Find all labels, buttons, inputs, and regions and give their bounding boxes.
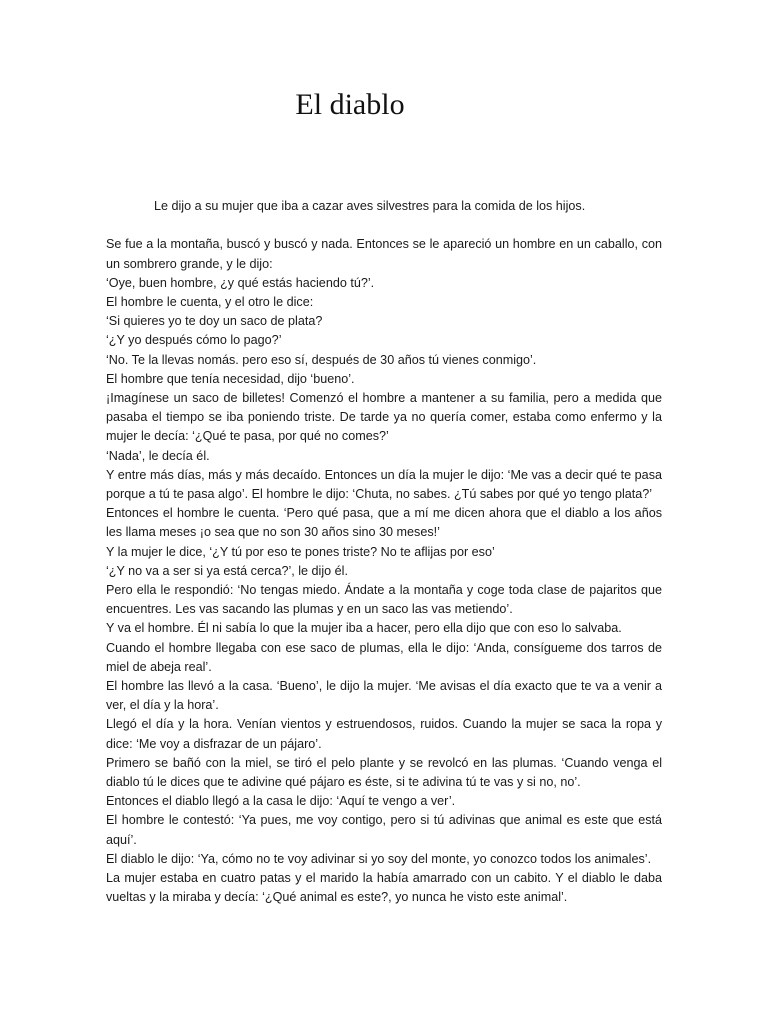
- story-paragraph: Primero se bañó con la miel, se tiró el pelo plante y se revolcó en las plumas. ‘Cuando venga el diablo tú le dices que te adivine qué pájaro es éste, si te adivina tú te vas y si no, no’.: [106, 755, 662, 790]
- story-paragraph: Entonces el hombre le cuenta. ‘Pero qué pasa, que a mí me dicen ahora que el diablo a los años les llama meses ¡o sea que no son 30 años sino 30 meses!’: [106, 506, 662, 540]
- story-paragraph: El hombre que tenía necesidad, dijo ‘bueno’.: [106, 371, 355, 386]
- story-paragraph: ‘Si quieres yo te doy un saco de plata?: [106, 314, 323, 329]
- story-paragraph: El hombre le contestó: ‘Ya pues, me voy contigo, pero si tú adivinas que animal es este que está aquí’.: [106, 813, 662, 847]
- story-paragraph: ‘¿Y no va a ser si ya está cerca?’, le dijo él.: [106, 563, 348, 578]
- story-paragraph: Y entre más días, más y más decaído. Entonces un día la mujer le dijo: ‘Me vas a decir qué te pasa porque a tú te pasa algo’. El hombre le dijo: ‘Chuta, no sabes. ¿Tú sabes por qué yo tengo plata?’: [106, 467, 662, 502]
- story-paragraph: El diablo le dijo: ‘Ya, cómo no te voy adivinar si yo soy del monte, yo conozco todos los animales’.: [106, 851, 652, 866]
- intro-paragraph: Le dijo a su mujer que iba a cazar aves silvestres para la comida de los hijos.: [154, 199, 586, 213]
- story-paragraphs: [106, 235, 662, 907]
- story-paragraph: La mujer estaba en cuatro patas y el marido la había amarrado con un cabito. Y el diablo le daba vueltas y la miraba y decía: ‘¿Qué animal es este?, yo nunca he visto este animal’.: [106, 871, 662, 905]
- story-paragraph: Llegó el día y la hora. Venían vientos y estruendosos, ruidos. Cuando la mujer se saca la ropa y dice: ‘Me voy a disfrazar de un pájaro’.: [106, 717, 662, 751]
- story-paragraph: ‘¿Y yo después cómo lo pago?’: [106, 333, 282, 348]
- story-paragraph: Entonces el diablo llegó a la casa le dijo: ‘Aquí te vengo a ver’.: [106, 794, 456, 809]
- story-paragraph: ¡Imagínese un saco de billetes! Comenzó el hombre a mantener a su familia, pero a medida que pasaba el tiempo se iba poniendo triste. De tarde ya no quería comer, estaba como enfermo y la mujer le decía: ‘¿Qué te pasa, por qué no comes?’: [106, 391, 662, 444]
- story-paragraph: ‘Oye, buen hombre, ¿y qué estás haciendo tú?’.: [106, 275, 375, 290]
- story-paragraph: Pero ella le respondió: ‘No tengas miedo. Ándate a la montaña y coge toda clase de pajaritos que encuentres. Les vas sacando las plumas y en un saco las vas metiendo’.: [106, 583, 662, 617]
- story-paragraph: Se fue a la montaña, buscó y buscó y nada. Entonces se le apareció un hombre en un caballo, con un sombrero grande, y le dijo:: [106, 237, 662, 271]
- story-paragraph: Y va el hombre. Él ni sabía lo que la mujer iba a hacer, pero ella dijo que con eso lo salvaba.: [106, 621, 622, 636]
- document-title: El diablo: [295, 88, 405, 121]
- story-paragraph: El hombre las llevó a la casa. ‘Bueno’, le dijo la mujer. ‘Me avisas el día exacto que te va a venir a ver, el día y la hora’.: [106, 679, 662, 713]
- story-paragraph: Cuando el hombre llegaba con ese saco de plumas, ella le dijo: ‘Anda, consígueme dos tarros de miel de abeja real’.: [106, 640, 662, 674]
- story-paragraph: ‘No. Te la llevas nomás. pero eso sí, después de 30 años tú vienes conmigo’.: [106, 352, 537, 367]
- story-paragraph: Y la mujer le dice, ‘¿Y tú por eso te pones triste? No te aflijas por eso’: [106, 544, 495, 559]
- story-paragraph: El hombre le cuenta, y el otro le dice:: [106, 295, 314, 309]
- document-body: [106, 197, 662, 908]
- story-paragraph: ‘Nada’, le decía él.: [106, 448, 210, 463]
